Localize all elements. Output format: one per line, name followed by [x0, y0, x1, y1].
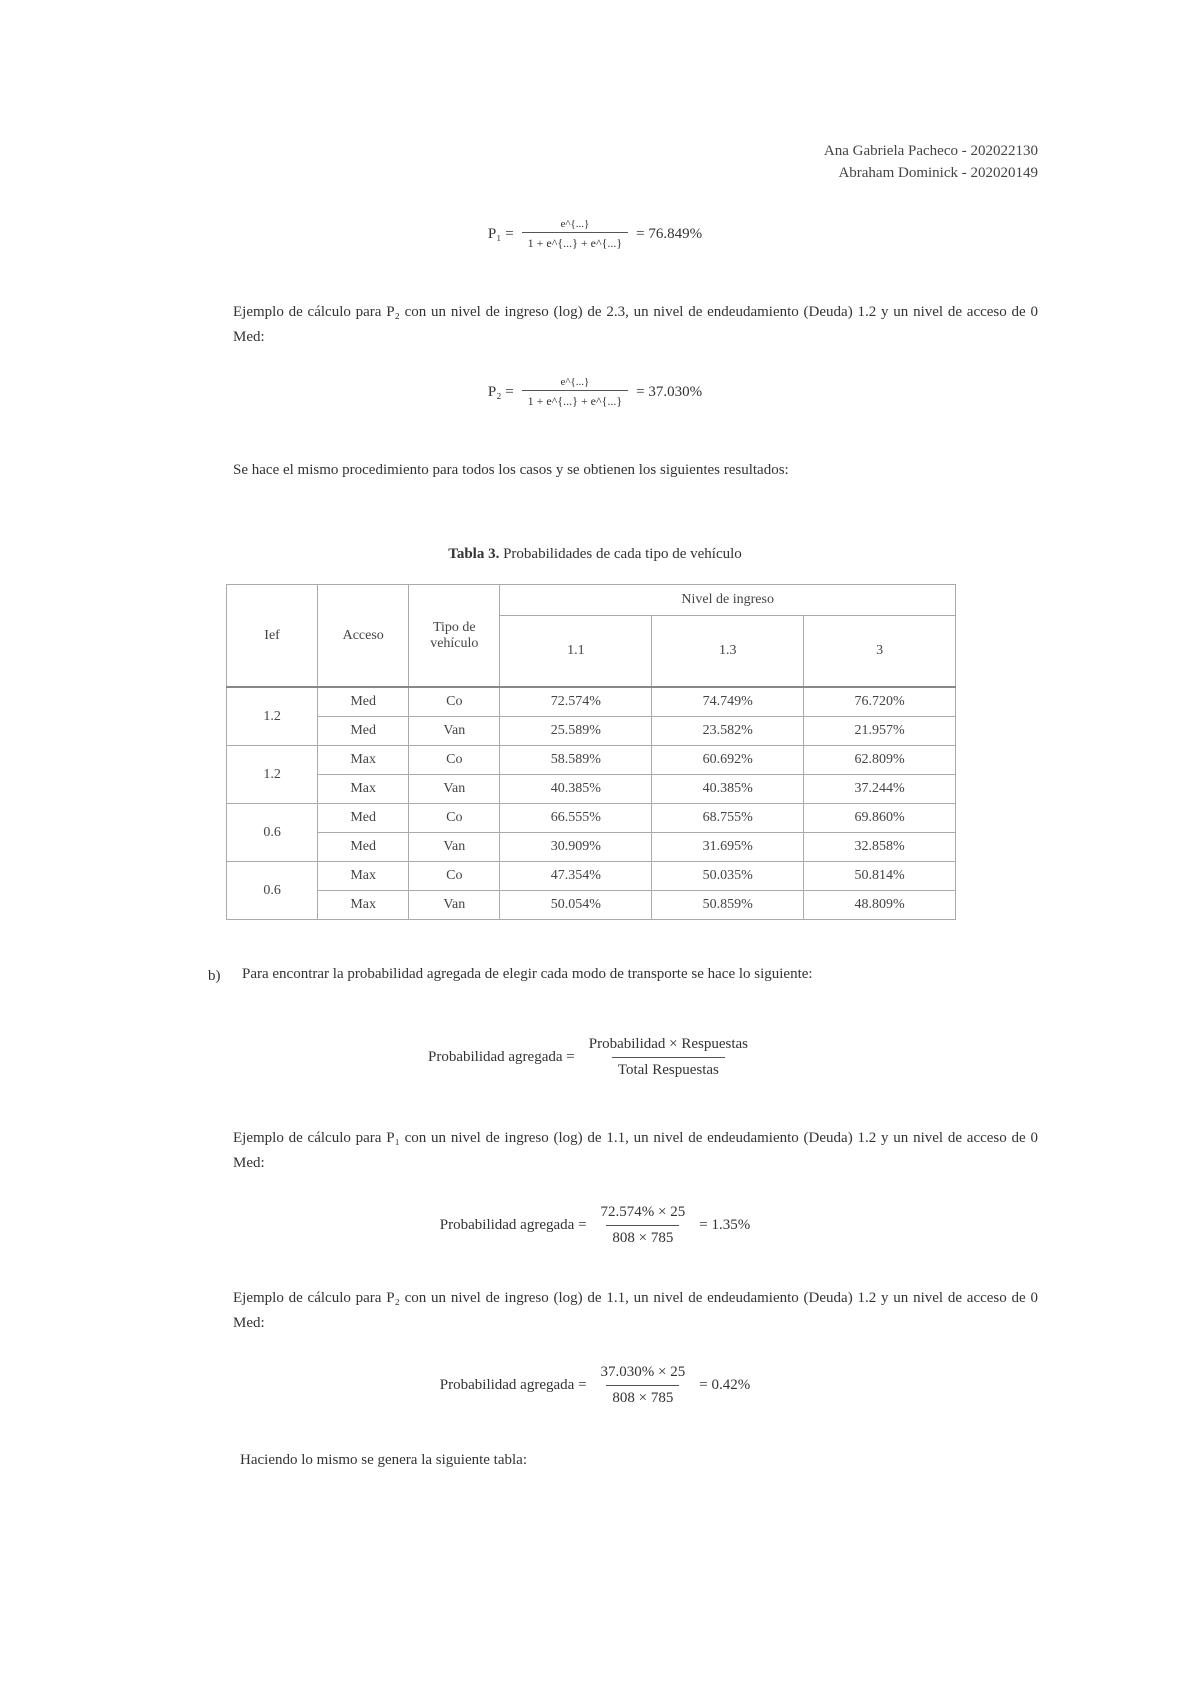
- cell-value: 74.749%: [652, 687, 804, 717]
- cell-acceso: Med: [318, 804, 409, 833]
- cell-value: 72.574%: [500, 687, 652, 717]
- table-caption: [0, 546, 1190, 563]
- header-tipo-line2: vehículo: [430, 635, 479, 651]
- author-block: [824, 140, 1038, 184]
- formula-aggregated-definition: [0, 1036, 1190, 1079]
- table-row: [227, 746, 956, 775]
- formula-numerator: 72.574% × 25: [600, 1204, 686, 1220]
- cell-value: 48.809%: [804, 891, 956, 920]
- formula-numerator: 37.030% × 25: [600, 1364, 686, 1380]
- cell-tipo: Van: [409, 717, 500, 746]
- formula-denominator: 1 + e^{...} + e^{...}: [522, 390, 629, 409]
- cell-tipo: Van: [409, 891, 500, 920]
- cell-acceso: Med: [318, 833, 409, 862]
- cell-value: 76.720%: [804, 687, 956, 717]
- cell-acceso: Med: [318, 687, 409, 717]
- table-caption-text: Probabilidades de cada tipo de vehículo: [503, 546, 742, 562]
- formula-numerator: e^{...}: [560, 376, 590, 388]
- cell-tipo: Van: [409, 775, 500, 804]
- cell-acceso: Max: [318, 891, 409, 920]
- header-acceso: Acceso: [318, 585, 409, 688]
- header-tipo-line1: Tipo de: [432, 619, 476, 635]
- list-marker: b): [208, 968, 221, 984]
- cell-value: 32.858%: [804, 833, 956, 862]
- table-caption-number: Tabla 3.: [448, 546, 500, 562]
- formula-numerator: e^{...}: [560, 218, 590, 230]
- cell-acceso: Max: [318, 862, 409, 891]
- formula-fraction: [583, 1036, 754, 1079]
- cell-acceso: Med: [318, 717, 409, 746]
- cell-value: 62.809%: [804, 746, 956, 775]
- header-nivel-ingreso: Nivel de ingreso: [500, 585, 956, 616]
- table-row: [227, 804, 956, 833]
- formula-lhs: P₁ =: [487, 226, 514, 242]
- cell-ief: 1.2: [227, 687, 318, 746]
- cell-tipo: Co: [409, 862, 500, 891]
- formula-fraction: [522, 218, 629, 251]
- table-row: [227, 775, 956, 804]
- table-row: [227, 891, 956, 920]
- cell-value: 50.859%: [652, 891, 804, 920]
- table-row: [227, 833, 956, 862]
- cell-value: 23.582%: [652, 717, 804, 746]
- cell-value: 25.589%: [500, 717, 652, 746]
- cell-value: 60.692%: [652, 746, 804, 775]
- formula-aggregated-p2: [0, 1364, 1190, 1407]
- formula-denominator: Total Respuestas: [612, 1057, 725, 1079]
- formula-lhs: Probabilidad agregada =: [427, 1049, 575, 1065]
- table-row: [227, 862, 956, 891]
- cell-value: 58.589%: [500, 746, 652, 775]
- formula-lhs: Probabilidad agregada =: [439, 1377, 587, 1393]
- cell-value: 69.860%: [804, 804, 956, 833]
- cell-acceso: Max: [318, 775, 409, 804]
- formula-fraction: [595, 1204, 692, 1247]
- table-row: [227, 717, 956, 746]
- formula-lhs: P₂ =: [487, 384, 514, 400]
- cell-value: 21.957%: [804, 717, 956, 746]
- formula-numerator: Probabilidad × Respuestas: [588, 1036, 749, 1052]
- header-ief: Ief: [227, 585, 318, 688]
- header-tipo-vehiculo: [409, 585, 500, 688]
- formula-aggregated-p1: [0, 1204, 1190, 1247]
- cell-tipo: Co: [409, 687, 500, 717]
- formula-denominator: 808 × 785: [606, 1385, 679, 1407]
- author-line-2: Abraham Dominick - 202020149: [838, 165, 1038, 181]
- list-item-text: Para encontrar la probabilidad agregada de elegir cada modo de transporte se hace lo siguiente:: [242, 966, 813, 982]
- cell-value: 50.054%: [500, 891, 652, 920]
- cell-tipo: Co: [409, 746, 500, 775]
- header-ingreso-1: 1.1: [500, 616, 652, 688]
- cell-value: 50.035%: [652, 862, 804, 891]
- formula-fraction: [595, 1364, 692, 1407]
- cell-value: 47.354%: [500, 862, 652, 891]
- cell-tipo: Van: [409, 833, 500, 862]
- formula-result: = 0.42%: [699, 1377, 751, 1393]
- cell-value: 50.814%: [804, 862, 956, 891]
- paragraph-closing: Haciendo lo mismo se genera la siguiente tabla:: [240, 1452, 527, 1468]
- formula-fraction: [522, 376, 629, 409]
- formula-result: = 76.849%: [636, 226, 703, 242]
- header-ingreso-2: 1.3: [652, 616, 804, 688]
- formula-lhs: Probabilidad agregada =: [439, 1217, 587, 1233]
- cell-ief: 1.2: [227, 746, 318, 804]
- cell-value: 40.385%: [500, 775, 652, 804]
- formula-result: = 1.35%: [699, 1217, 751, 1233]
- paragraph-example-p2: Ejemplo de cálculo para P₂ con un nivel de ingreso (log) de 2.3, un nivel de endeudamiento (Deuda) 1.2 y un nivel de acceso de 0 Med:: [233, 304, 1038, 345]
- cell-ief: 0.6: [227, 804, 318, 862]
- table-row: [227, 687, 956, 717]
- cell-value: 66.555%: [500, 804, 652, 833]
- cell-tipo: Co: [409, 804, 500, 833]
- header-ingreso-3: 3: [804, 616, 956, 688]
- formula-p1: [0, 218, 1190, 251]
- cell-ief: 0.6: [227, 862, 318, 920]
- paragraph-example-agg-p2: Ejemplo de cálculo para P₂ con un nivel de ingreso (log) de 1.1, un nivel de endeudamiento (Deuda) 1.2 y un nivel de acceso de 0 Med:: [233, 1290, 1038, 1331]
- formula-result: = 37.030%: [636, 384, 703, 400]
- cell-value: 68.755%: [652, 804, 804, 833]
- author-line-1: Ana Gabriela Pacheco - 202022130: [823, 143, 1038, 159]
- cell-acceso: Max: [318, 746, 409, 775]
- formula-denominator: 808 × 785: [606, 1225, 679, 1247]
- cell-value: 31.695%: [652, 833, 804, 862]
- formula-p2: [0, 376, 1190, 409]
- cell-value: 40.385%: [652, 775, 804, 804]
- cell-value: 37.244%: [804, 775, 956, 804]
- formula-denominator: 1 + e^{...} + e^{...}: [522, 232, 629, 251]
- cell-value: 30.909%: [500, 833, 652, 862]
- paragraph-procedure: Se hace el mismo procedimiento para todos los casos y se obtienen los siguientes resultados:: [233, 462, 789, 478]
- probabilities-table: [226, 584, 956, 920]
- paragraph-example-agg-p1: Ejemplo de cálculo para P₁ con un nivel de ingreso (log) de 1.1, un nivel de endeudamiento (Deuda) 1.2 y un nivel de acceso de 0 Med:: [233, 1130, 1038, 1171]
